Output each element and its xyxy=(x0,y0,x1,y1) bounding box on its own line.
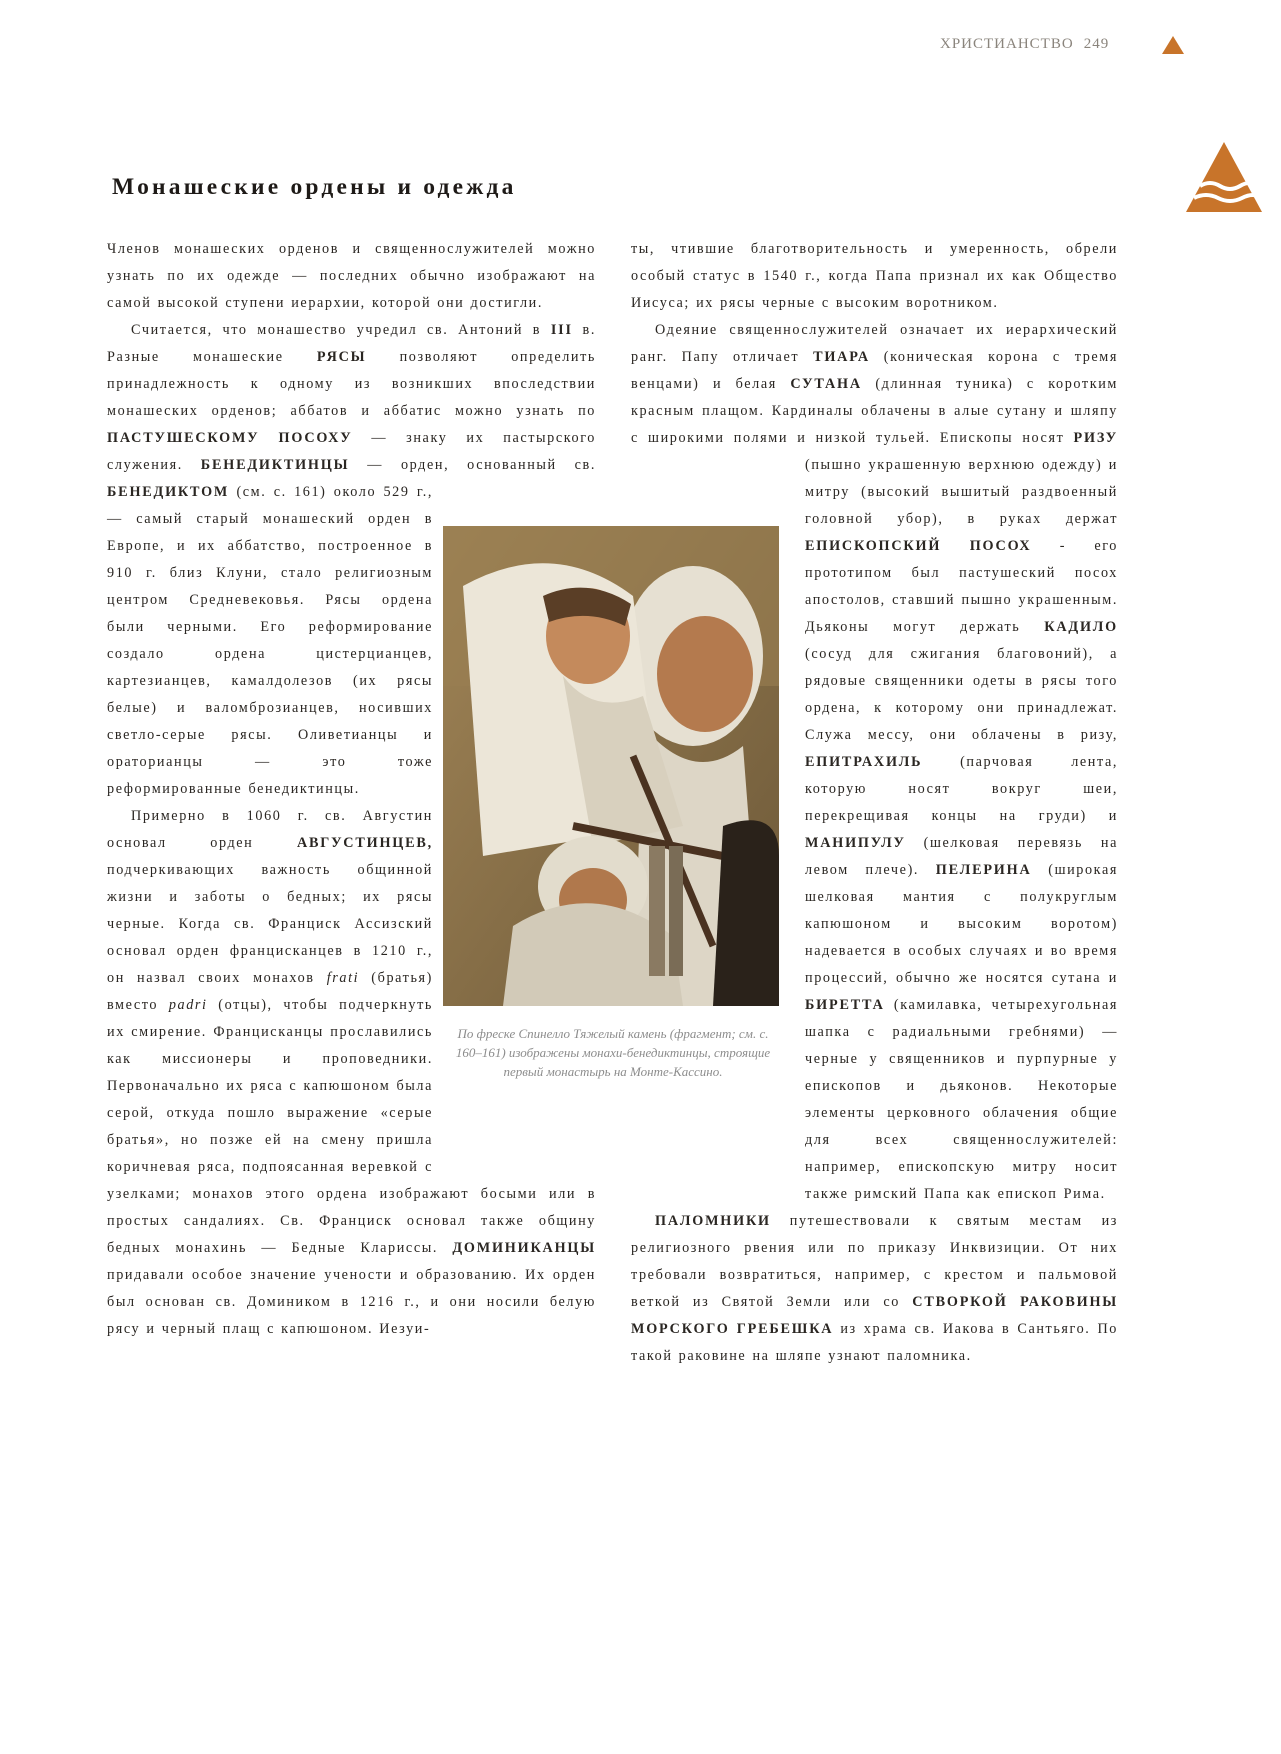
paragraph: ты, чтившие благотворительность и умеренность, обрели особый статус в 1540 г., когда Папа признал их как Общество Иисуса; их рясы черные с высоким воротником. xyxy=(631,241,1118,311)
section-tab-icon xyxy=(1186,142,1262,212)
triangle-icon xyxy=(1162,36,1184,54)
paragraph: ПАЛОМНИКИ путешествовали к святым местам из религиозного рвения или по приказу Инквизиции. От них требовали возвратиться, например, с крестом и пальмовой веткой из Святой Земли или со СТВОРКОЙ РАКОВИНЫ МОРСКОГО ГРЕБЕШКА из храма св. Иакова в Сантьяго. По такой раковине на шляпе узнают паломника. xyxy=(631,1213,1119,1364)
paragraph: Членов монашеских орденов и священнослужителей можно узнать по их одежде — последних обычно изображают на самой высокой ступени иерархии, которой они достигли. xyxy=(107,241,596,311)
figure-caption: По фреске Спинелло Тяжелый камень (фрагмент; см. с. 160–161) изображены монахи-бенедиктинцы, строящие первый монастырь на Монте-Кассино. xyxy=(455,1026,771,1079)
running-head xyxy=(940,36,1109,53)
section-name: ХРИСТИАНСТВО xyxy=(940,36,1074,52)
paragraph: Одеяние священнослужителей означает их иерархический ранг. Папу отличает ТИАРА (коническая корона с тремя венцами) и белая СУТАНА (длинная туника) с коротким красным плащом. Кардиналы облачены в алые сутану и шляпу с широкими полями и низкой тульей. Епископы носят РИЗУ (пышно украшенную верхнюю одежду) и митру (высокий вышитый раздвоенный головной убор), в руках держат ЕПИСКОПСКИЙ ПОСОХ - его прототипом был пастушеский посох апостолов, ставший пышно украшенным. Дьяконы могут держать КАДИЛО (сосуд для сжигания благовоний), а рядовые священники одеты в рясы того ордена, к которому они принадлежат. Служа мессу, они облачены в ризу, ЕПИТРАХИЛЬ (парчовая лента, которую носят вокруг шеи, перекрещивая концы на груди) и МАНИПУЛУ (шелковая перевязь на левом плече). ПЕЛЕРИНА (широкая шелковая мантия с полукруглым капюшоном и высоким воротом) надевается в особых случаях и во время процессий, обычно же носятся сутана и БИРЕТТА (камилавка, четырехугольная шапка с радиальными гребнями) — черные у священников и пурпурные у епископов и дьяконов. Некоторые элементы церковного облачения общие для всех священнослужителей: например, епископскую митру носит также римский Папа как епископ Рима. xyxy=(631,322,1118,1202)
page-number: 249 xyxy=(1083,36,1110,52)
page-title: Монашеские ордены и одежда xyxy=(112,174,517,200)
paragraph: Примерно в 1060 г. св. Августин основал орден АВГУСТИНЦЕВ, подчеркивающих важность общинной жизни и заботы о бедных; их рясы черные. Когда св. Франциск Ассизский основал орден францисканцев в 1210 г., он назвал своих монахов frati (братья) вместо padri (отцы), чтобы подчеркнуть их смирение. Францисканцы прославились как миссионеры и проповедники. Первоначально их ряса с капюшоном была серой, откуда пошло выражение «серые братья», но позже ей на смену пришла коричневая ряса, подпоясанная веревкой с узелками; монахов этого ордена изображают босыми или в простых сандалиях. Св. Франциск основал также общину бедных монахинь — Бедные Клариссы. ДОМИНИКАНЦЫ придавали особое значение учености и образованию. Их орден был основан св. Домиником в 1216 г., и они носили белую рясу и черный плащ с капюшоном. Иезуи- xyxy=(107,808,596,1337)
paragraph: Считается, что монашество учредил св. Антоний в III в. Разные монашеские РЯСЫ позволяют определить принадлежность к одному из возникших впоследствии монашеских орденов; аббатов и аббатис можно узнать по ПАСТУШЕСКОМУ ПОСОХУ — знаку их пастырского служения. БЕНЕДИКТИНЦЫ — орден, основанный св. БЕНЕДИКТОМ (см. с. 161) около 529 г., — самый старый монашеский орден в Европе, и их аббатство, построенное в 910 г. близ Клуни, стало религиозным центром Средневековья. Рясы ордена были черными. Его реформирование создало ордена цистерцианцев, картезианцев, камалдолезов (их рясы белые) и валомброзианцев, носивших светло-серые рясы. Оливетианцы и ораторианцы — это тоже реформированные бенедиктинцы. xyxy=(107,322,596,797)
fresco-illustration xyxy=(443,526,779,1006)
